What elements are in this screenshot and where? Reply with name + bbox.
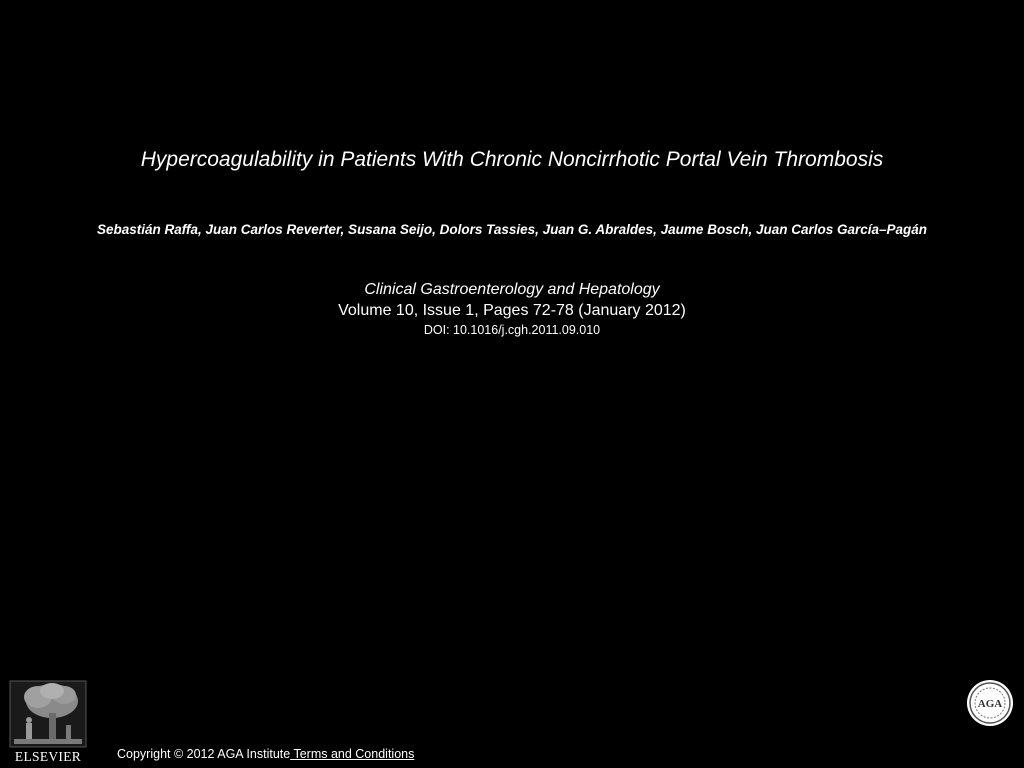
elsevier-logo-icon — [8, 679, 88, 767]
seal-text: AGA — [977, 698, 1003, 710]
terms-and-conditions-link[interactable]: Terms and Conditions — [290, 747, 415, 761]
doi: DOI: 10.1016/j.cgh.2011.09.010 — [423, 323, 601, 337]
copyright-line — [117, 747, 414, 761]
elsevier-tree-icon — [8, 679, 88, 749]
aga-seal-icon — [966, 679, 1014, 727]
volume-info: Volume 10, Issue 1, Pages 72-78 (January 2012) — [338, 302, 686, 319]
article-authors: Sebastián Raffa, Juan Carlos Reverter, Susana Seijo, Dolors Tassies, Juan G. Abraldes, Jaume Bosch, Juan Carlos García–Pagán — [96, 222, 928, 237]
aga-seal-graphic — [966, 679, 1014, 727]
article-title: Hypercoagulability in Patients With Chronic Noncirrhotic Portal Vein Thrombosis — [140, 148, 884, 171]
elsevier-wordmark: ELSEVIER — [14, 749, 82, 764]
copyright-text: Copyright © 2012 AGA Institute — [117, 747, 291, 761]
journal-name: Clinical Gastroenterology and Hepatology — [364, 281, 660, 298]
